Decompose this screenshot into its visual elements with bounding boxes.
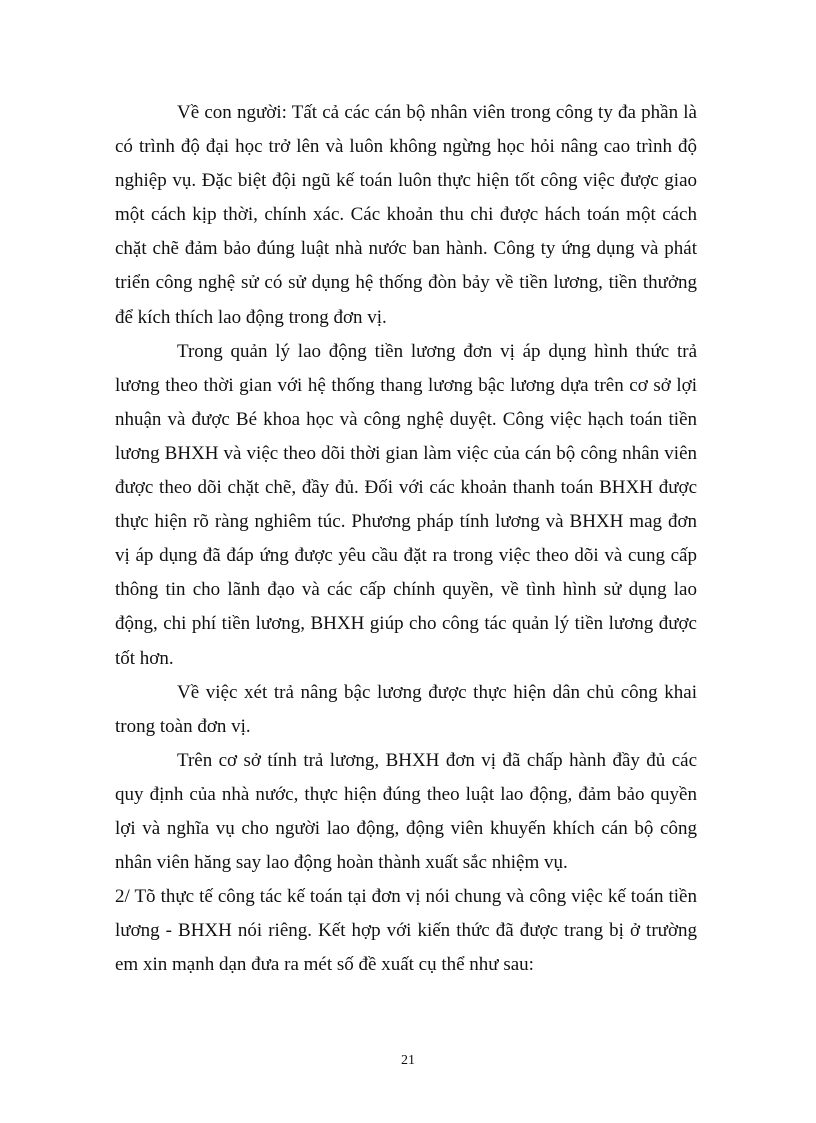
paragraph-proposals-intro: 2/ Tõ thực tế công tác kế toán tại đơn vị nói chung và công việc kế toán tiền lương - BHXH nói riêng. Kết hợp với kiến thức đã được trang bị ở trường em xin mạnh dạn đưa ra mét số đề xuất cụ thể như sau: <box>115 886 697 976</box>
page-number: 21 <box>401 1053 415 1068</box>
paragraph-compliance: Trên cơ sở tính trả lương, BHXH đơn vị đã chấp hành đầy đủ các quy định của nhà nước, thực hiện đúng theo luật lao động, đảm bảo quyền lợi và nghĩa vụ cho người lao động, động viên khuyến khích cán bộ công nhân viên hăng say lao động hoàn thành xuất sắc nhiệm vụ. <box>115 749 697 874</box>
paragraph-salary-raise: Về việc xét trả nâng bậc lương được thực hiện dân chủ công khai trong toàn đơn vị. <box>115 681 697 737</box>
document-body <box>115 96 697 982</box>
paragraph-labor-management: Trong quản lý lao động tiền lương đơn vị áp dụng hình thức trả lương theo thời gian với hệ thống thang lương bậc lương dựa trên cơ sở lợi nhuận và được Bé khoa học và công nghệ duyệt. Công việc hạch toán tiền lương BHXH và việc theo dõi thời gian làm việc của cán bộ công nhân viên được theo dõi chặt chẽ, đầy đủ. Đối với các khoản thanh toán BHXH được thực hiện rõ ràng nghiêm túc. Phương pháp tính lương và BHXH mag đơn vị áp dụng đã đáp ứng được yêu cầu đặt ra trong việc theo dõi và cung cấp thông tin cho lãnh đạo và các cấp chính quyền, về tình hình sử dụng lao động, chi phí tiền lương, BHXH giúp cho công tác quản lý tiền lương được tốt hơn. <box>115 340 697 669</box>
paragraph-staff: Về con người: Tất cả các cán bộ nhân viên trong công ty đa phần là có trình độ đại học trở lên và luôn không ngừng học hỏi nâng cao trình độ nghiệp vụ. Đặc biệt đội ngũ kế toán luôn thực hiện tốt công việc được giao một cách kịp thời, chính xác. Các khoản thu chi được hách toán một cách chặt chẽ đảm bảo đúng luật nhà nước ban hành. Công ty ứng dụng và phát triển công nghệ sử có sử dụng hệ thống đòn bảy về tiền lương, tiền thưởng để kích thích lao động trong đơn vị. <box>115 102 697 328</box>
